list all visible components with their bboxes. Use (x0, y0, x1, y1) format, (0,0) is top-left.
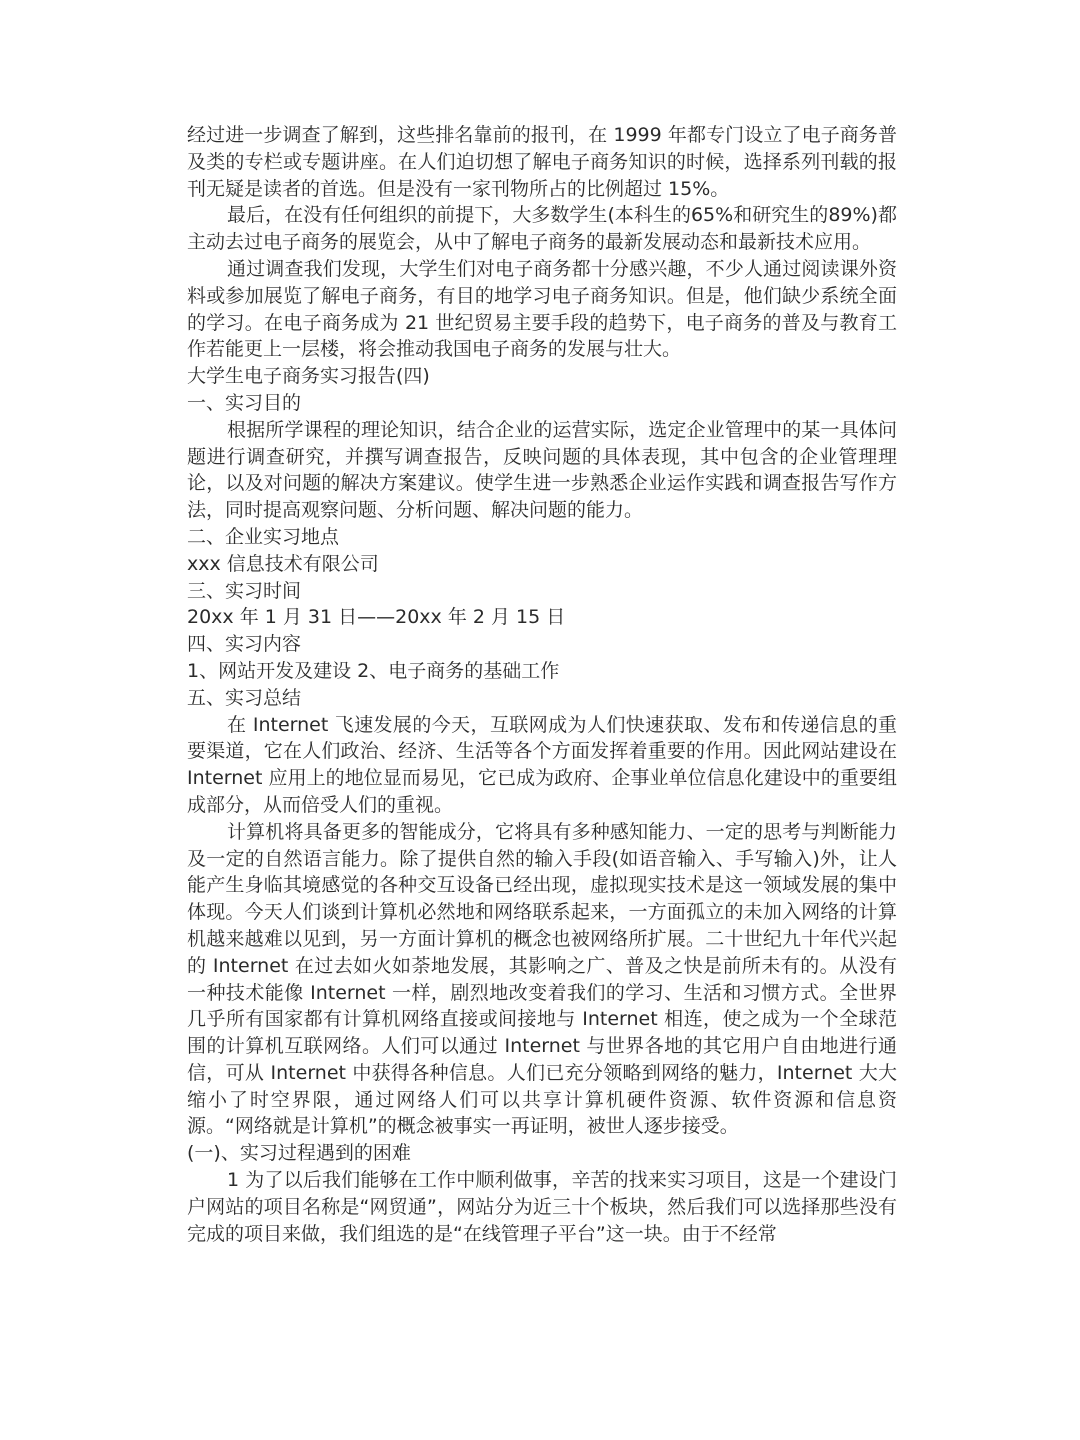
paragraph-exhibition-visits: 最后，在没有任何组织的前提下，大多数学生(本科生的65%和研究生的89%)都主动去过电子商务的展览会，从中了解电子商务的最新发展动态和最新技术应用。 (187, 204, 897, 254)
subsection-heading-difficulties: (一)、实习过程遇到的困难 (187, 1142, 411, 1165)
paragraph-purpose: 根据所学课程的理论知识，结合企业的运营实际，选定企业管理中的某一具体问题进行调查研究，并撰写调查报告，反映问题的具体表现，其中包含的企业管理理论，以及对问题的解决方案建议。使学生进一步熟悉企业运作实践和调查报告写作方法，同时提高观察问题、分析问题、解决问题的能力。 (187, 418, 897, 522)
paragraph-computer-intelligence: 计算机将具备更多的智能成分，它将具有多种感知能力、一定的思考与判断能力及一定的自然语言能力。除了提供自然的输入手段(如语音输入、手写输入)外，让人能产生身临其境感觉的各种交互设备已经出现，虚拟现实技术是这一领域发展的集中体现。今天人们谈到计算机必然地和网络联系起来，一方面孤立的未加入网络的计算机越来越难以见到，另一方面计算机的概念也被网络所扩展。二十世纪九十年代兴起的 Internet 在过去如火如荼地发展，其影响之广、普及之快是前所未有的。从没有一种技术能像 Internet 一样，剧烈地改变着我们的学习、生活和习惯方式。全世界几乎所有国家都有计算机网络直接或间接地与 Internet 相连，使之成为一个全球范围的计算机互联网络。人们可以通过 Internet 与世界各地的其它用户自由地进行通信，可从 Internet 中获得各种信息。人们已充分领略到网络的魅力，Internet 大大缩小了时空界限，通过网络人们可以共享计算机硬件资源、软件资源和信息资源。“网络就是计算机”的概念被事实一再证明，被世人逐步接受。 (187, 820, 897, 1138)
paragraph-survey-newspapers: 经过进一步调查了解到，这些排名靠前的报刊，在 1999 年都专门设立了电子商务普及类的专栏或专题讲座。在人们迫切想了解电子商务知识的时候，选择系列刊载的报刊无疑是读者的首选。但是没有一家刊物所占的比例超过 15%。 (187, 124, 897, 200)
document-page (187, 122, 897, 1247)
paragraph-internet-development: 在 Internet 飞速发展的今天，互联网成为人们快速获取、发布和传递信息的重要渠道，它在人们政治、经济、生活等各个方面发挥着重要的作用。因此网站建设在 Internet 应用上的地位显而易见，它已成为政府、企事业单位信息化建设中的重要组成部分，从而倍受人们的重视。 (187, 713, 897, 816)
section-heading-purpose: 一、实习目的 (187, 391, 302, 414)
section-heading-time: 三、实习时间 (187, 579, 302, 602)
internship-content-items: 1、网站开发及建设 2、电子商务的基础工作 (187, 659, 560, 682)
internship-dates: 20xx 年 1 月 31 日——20xx 年 2 月 15 日 (187, 606, 566, 629)
section-heading-content: 四、实习内容 (187, 633, 302, 656)
section-heading-summary: 五、实习总结 (187, 686, 302, 709)
paragraph-project-description: 1 为了以后我们能够在工作中顺利做事，辛苦的找来实习项目，这是一个建设门户网站的项目名称是“网贸通”，网站分为近三十个板块，然后我们可以选择那些没有完成的项目来做，我们组选的是“在线管理子平台”这一块。由于不经常 (187, 1169, 897, 1245)
report-title: 大学生电子商务实习报告(四) (187, 365, 430, 388)
section-heading-location: 二、企业实习地点 (187, 525, 340, 548)
paragraph-survey-findings: 通过调查我们发现，大学生们对电子商务都十分感兴趣，不少人通过阅读课外资料或参加展览了解电子商务，有目的地学习电子商务知识。但是，他们缺少系统全面的学习。在电子商务成为 21 世纪贸易主要手段的趋势下，电子商务的普及与教育工作若能更上一层楼，将会推动我国电子商务的发展与壮大。 (187, 257, 897, 361)
company-name: xxx 信息技术有限公司 (187, 552, 379, 575)
